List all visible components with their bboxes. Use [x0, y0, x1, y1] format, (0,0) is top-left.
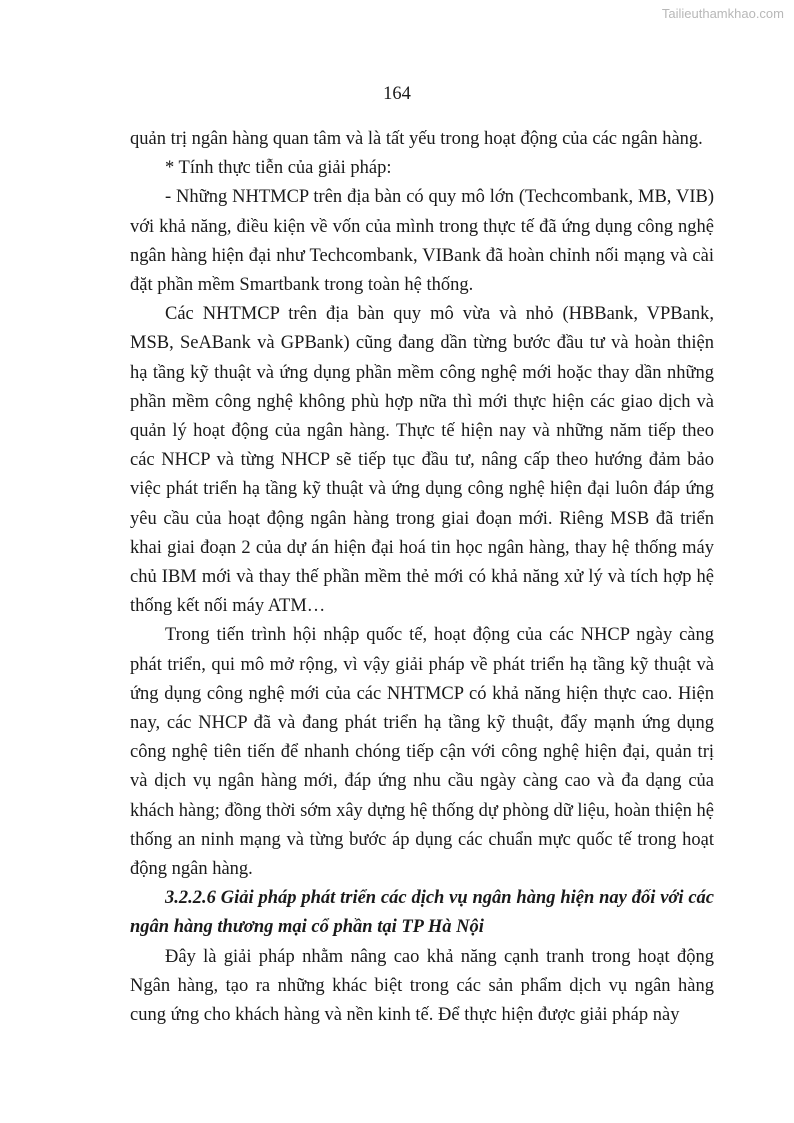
section-heading: 3.2.2.6 Giải pháp phát triển các dịch vụ ngân hàng hiện nay đối với các ngân hàng thương mại cổ phần tại TP Hà Nội: [130, 888, 714, 938]
watermark: Tailieuthamkhao.com: [661, 6, 784, 21]
paragraph-integration: Trong tiến trình hội nhập quốc tế, hoạt động của các NHCP ngày càng phát triển, qui mô mở rộng, vì vậy giải pháp về phát triển hạ tầng kỹ thuật và ứng dụng công nghệ mới của các NHTMCP có khả năng hiện thực cao. Hiện nay, các NHCP đã và đang phát triển hạ tầng kỹ thuật, đẩy mạnh ứng dụng công nghệ tiên tiến để nhanh chóng tiếp cận với công nghệ hiện đại, quản trị và dịch vụ ngân hàng mới, đáp ứng nhu cầu ngày càng cao và đa dạng của khách hàng; đồng thời sớm xây dựng hệ thống dự phòng dữ liệu, hoàn thiện hệ thống an ninh mạng và từng bước áp dụng các chuẩn mực quốc tế trong hoạt động ngân hàng.: [130, 625, 715, 880]
paragraph-small-banks: Các NHTMCP trên địa bàn quy mô vừa và nhỏ (HBBank, VPBank, MSB, SeABank và GPBank) cũng đang dần từng bước đầu tư và hoàn thiện hạ tầng kỹ thuật và ứng dụng phần mềm công nghệ mới hoặc thay dần những phần mềm công nghệ không phù hợp nữa thì mới thực hiện các giao dịch và quản lý hoạt động của ngân hàng. Thực tế hiện nay và những năm tiếp theo các NHCP và từng NHCP sẽ tiếp tục đầu tư, nâng cấp theo hướng đảm bảo việc phát triển hạ tầng kỹ thuật và ứng dụng công nghệ hiện đại luôn đáp ứng yêu cầu của hoạt động ngân hàng trong giai đoạn mới. Riêng MSB đã triển khai giai đoạn 2 của dự án hiện đại hoá tin học ngân hàng, thay hệ thống máy chủ IBM mới và thay thế phần mềm thẻ mới có khả năng xử lý và tích hợp hệ thống kết nối máy ATM…: [130, 304, 714, 617]
practicality-subheading: * Tính thực tiễn của giải pháp:: [165, 158, 392, 179]
document-body: [130, 125, 714, 1030]
paragraph-continuation: quản trị ngân hàng quan tâm và là tất yếu trong hoạt động của các ngân hàng.: [130, 129, 703, 149]
page-number: 164: [383, 84, 411, 104]
paragraph-solution-intro: Đây là giải pháp nhằm nâng cao khả năng cạnh tranh trong hoạt động Ngân hàng, tạo ra những khác biệt trong các sản phẩm dịch vụ ngân hàng cung ứng cho khách hàng và nền kinh tế. Để thực hiện được giải pháp này: [130, 946, 714, 1026]
paragraph-large-banks: - Những NHTMCP trên địa bàn có quy mô lớn (Techcombank, MB, VIB) với khả năng, điều kiện về vốn của mình trong thực tế đã ứng dụng công nghệ ngân hàng hiện đại như Techcombank, VIBank đã hoàn chỉnh nối mạng và cài đặt phần mềm Smartbank trong toàn hệ thống.: [130, 187, 714, 296]
